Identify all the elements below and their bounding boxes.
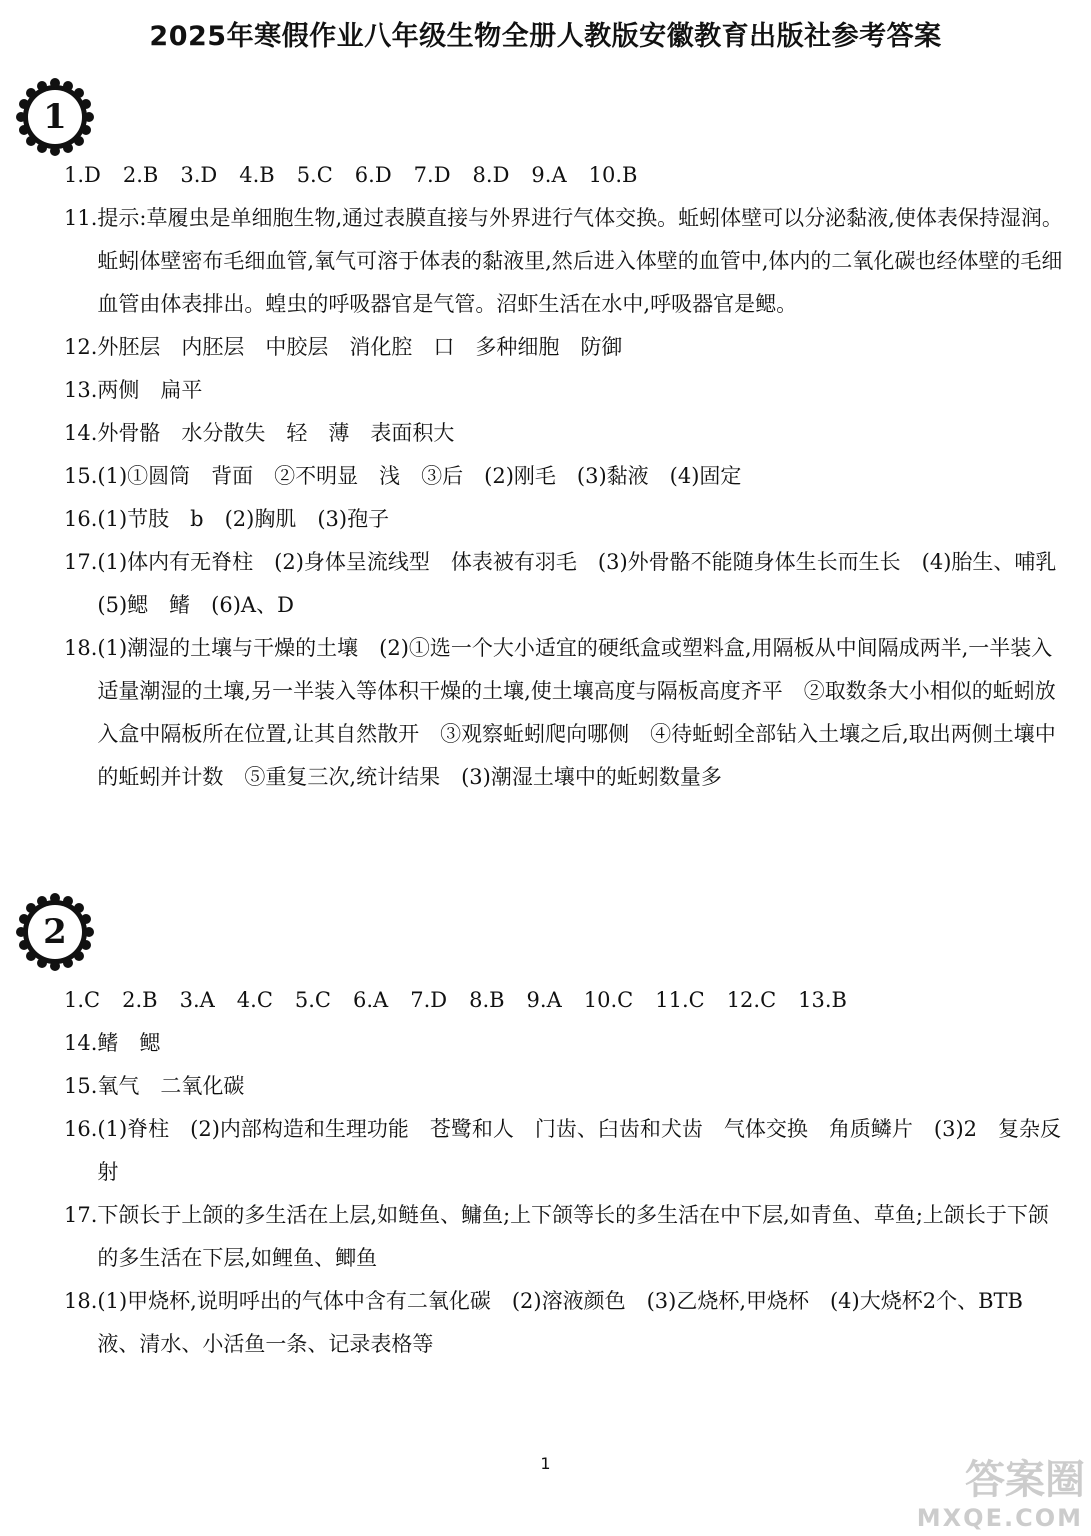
choice-answer: 11.C bbox=[655, 988, 705, 1012]
answer-text: 氧气 二氧化碳 bbox=[97, 1074, 245, 1098]
section-badge-1 bbox=[16, 78, 94, 156]
answer-item bbox=[64, 541, 1078, 627]
answer-text: (1)①圆筒 背面 ②不明显 浅 ③后 (2)刚毛 (3)黏液 (4)固定 bbox=[97, 464, 742, 488]
answer-item bbox=[64, 412, 1064, 455]
answer-number: 12. bbox=[64, 335, 98, 359]
choice-answer: 12.C bbox=[726, 988, 777, 1012]
watermark-logo bbox=[916, 1448, 1085, 1532]
answer-number: 11. bbox=[64, 206, 98, 230]
section-1-answers bbox=[64, 154, 1078, 799]
section-2-answers bbox=[64, 979, 1064, 1366]
choice-answer: 5.C bbox=[294, 988, 331, 1012]
choice-answer: 9.A bbox=[531, 163, 567, 187]
choice-answer: 7.D bbox=[413, 163, 451, 187]
choice-answer: 13.B bbox=[798, 988, 847, 1012]
answer-number: 17. bbox=[64, 1203, 98, 1227]
answer-item bbox=[64, 1280, 1064, 1366]
answer-number: 14. bbox=[64, 421, 98, 445]
answer-number: 14. bbox=[64, 1031, 98, 1055]
answer-item bbox=[64, 1194, 1064, 1280]
page-number: 1 bbox=[540, 1454, 551, 1473]
choice-answer: 10.B bbox=[588, 163, 638, 187]
watermark-bottom-text: MXQE.COM bbox=[916, 1504, 1083, 1532]
answer-number: 13. bbox=[64, 378, 98, 402]
section-number: 2 bbox=[43, 912, 67, 952]
answer-item bbox=[64, 326, 1064, 369]
choice-answer: 9.A bbox=[526, 988, 562, 1012]
answer-item bbox=[64, 455, 1064, 498]
answer-item bbox=[64, 197, 1064, 326]
choice-answer: 4.B bbox=[239, 163, 275, 187]
section-number: 1 bbox=[43, 97, 67, 137]
answer-number: 15. bbox=[64, 464, 98, 488]
answer-number: 17. bbox=[64, 550, 98, 574]
answer-text: (1)甲烧杯,说明呼出的气体中含有二氧化碳 (2)溶液颜色 (3)乙烧杯,甲烧杯 (4)大烧杯2个、BTB液、清水、小活鱼一条、记录表格等 bbox=[97, 1289, 1023, 1356]
answer-item bbox=[64, 1022, 1064, 1065]
section-badge-2 bbox=[16, 893, 94, 971]
page-title: 2025年寒假作业八年级生物全册人教版安徽教育出版社参考答案 bbox=[149, 21, 942, 52]
answer-item bbox=[64, 627, 1064, 799]
answer-item bbox=[64, 1108, 1064, 1194]
choice-answers-row bbox=[64, 154, 1064, 197]
choice-answer: 1.D bbox=[64, 163, 101, 187]
answer-text: 提示:草履虫是单细胞生物,通过表膜直接与外界进行气体交换。蚯蚓体壁可以分泌黏液,使体表保持湿润。蚯蚓体壁密布毛细血管,氧气可溶于体表的黏液里,然后进入体壁的血管中,体内的二氧化碳也经体壁的毛细血管由体表排出。蝗虫的呼吸器官是气管。沼虾生活在水中,呼吸器官是鳃。 bbox=[97, 206, 1063, 316]
answer-number: 16. bbox=[64, 1117, 98, 1141]
answer-text: 外骨骼 水分散失 轻 薄 表面积大 bbox=[97, 421, 455, 445]
choice-answer: 8.D bbox=[472, 163, 510, 187]
answer-number: 18. bbox=[64, 1289, 98, 1313]
choice-answer: 2.B bbox=[122, 988, 158, 1012]
choice-answer: 2.B bbox=[122, 163, 159, 187]
answer-number: 16. bbox=[64, 507, 98, 531]
choice-answer: 6.A bbox=[353, 988, 389, 1012]
answer-text: 外胚层 内胚层 中胶层 消化腔 口 多种细胞 防御 bbox=[97, 335, 623, 359]
answer-number: 18. bbox=[64, 636, 98, 660]
choice-answer: 6.D bbox=[354, 163, 392, 187]
answer-text: (1)潮湿的土壤与干燥的土壤 (2)①选一个大小适宜的硬纸盒或塑料盒,用隔板从中间隔成两半,一半装入适量潮湿的土壤,另一半装入等体积干燥的土壤,使土壤高度与隔板高度齐平 ②取数条大小相似的蚯蚓放入盒中隔板所在位置,让其自然散开 ③观察蚯蚓爬向哪侧 ④待蚯蚓全部钻入土壤之后,取出两侧土壤中的蚯蚓并计数 ⑤重复三次,统计结果 (3)潮湿土壤中的蚯蚓数量多 bbox=[97, 636, 1056, 789]
choice-answer: 5.C bbox=[296, 163, 333, 187]
choice-answer: 8.B bbox=[469, 988, 505, 1012]
answer-text: (1)脊柱 (2)内部构造和生理功能 苍鹭和人 门齿、臼齿和犬齿 气体交换 角质鳞片 (3)2 复杂反射 bbox=[97, 1117, 1062, 1184]
choice-answers-row bbox=[64, 979, 1064, 1022]
answer-text: 下颌长于上颌的多生活在上层,如鲢鱼、鳙鱼;上下颌等长的多生活在中下层,如青鱼、草鱼;上颌长于下颌的多生活在下层,如鲤鱼、鲫鱼 bbox=[97, 1203, 1049, 1270]
answer-item bbox=[64, 498, 1064, 541]
choice-answer: 3.D bbox=[180, 163, 218, 187]
watermark-top-text: 答案圈 bbox=[965, 1457, 1085, 1503]
choice-answer: 10.C bbox=[583, 988, 634, 1012]
answer-text: 两侧 扁平 bbox=[97, 378, 203, 402]
answer-text: (1)节肢 b (2)胸肌 (3)孢子 bbox=[97, 507, 390, 531]
choice-answer: 7.D bbox=[410, 988, 448, 1012]
answer-text: 鳍 鳃 bbox=[97, 1031, 161, 1055]
answer-item bbox=[64, 369, 1064, 412]
choice-answer: 1.C bbox=[64, 988, 101, 1012]
answer-number: 15. bbox=[64, 1074, 98, 1098]
choice-answer: 4.C bbox=[236, 988, 273, 1012]
answer-text: (1)体内有无脊柱 (2)身体呈流线型 体表被有羽毛 (3)外骨骼不能随身体生长而生长 (4)胎生、哺乳 (5)鳃 鳍 (6)A、D bbox=[97, 550, 1078, 617]
answer-item bbox=[64, 1065, 1064, 1108]
choice-answer: 3.A bbox=[179, 988, 215, 1012]
